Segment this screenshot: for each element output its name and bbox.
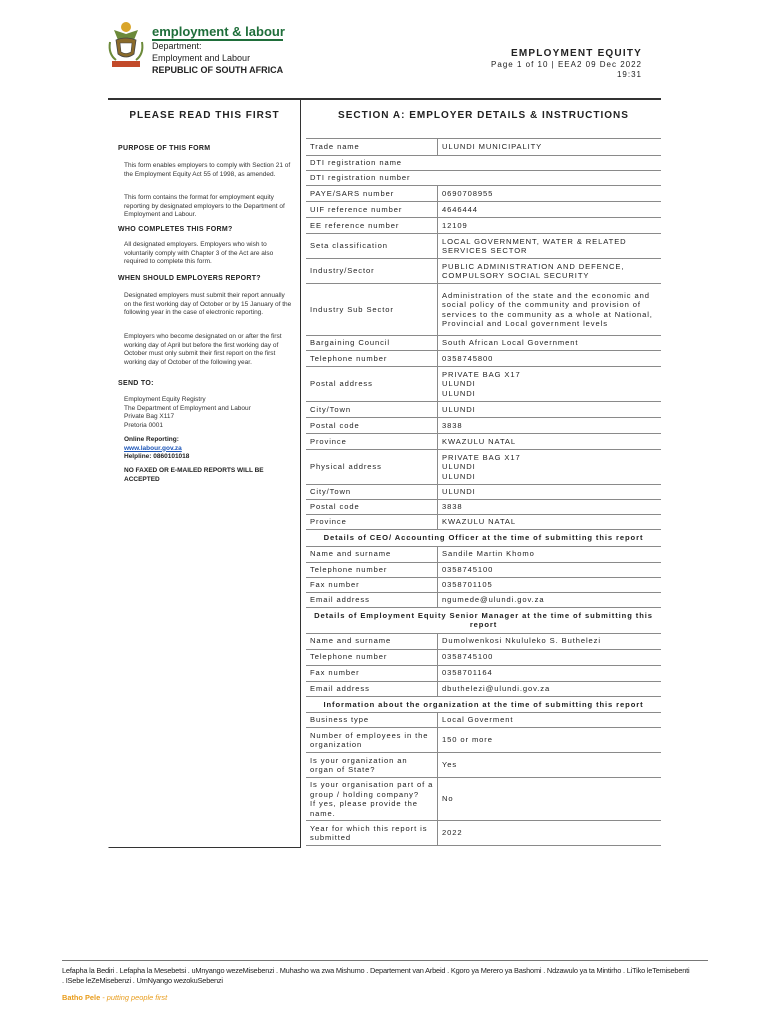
field-value: 0690708955 [438,186,662,202]
field-label: Province [306,434,438,450]
field-label: EE reference number [306,218,438,234]
field-label: Is your organization an organ of State? [306,753,438,778]
who-paragraph: All designated employers. Employers who wish to voluntarily comply with Chapter 3 of the Act are also required to complete this form. [124,241,274,266]
table-row [306,577,661,592]
field-label: Business type [306,713,438,728]
form-meta [452,60,642,80]
table-row [306,367,661,402]
table-row [306,592,661,607]
purpose-paragraph-2: This form contains the format for employment equity reporting by designated employers to the Department of Employment and Labour. [124,194,285,219]
field-label: UIF reference number [306,202,438,218]
field-value: Sandile Martin Khomo [438,546,662,562]
send-to-address [124,396,292,430]
page-info: Page 1 of 10 | EEA2 09 Dec 2022 [491,60,642,69]
field-value: South African Local Government [438,336,662,351]
when-paragraph-2: Employers who become designated on or after the first working day of April but before the first working day of October must only submit their first report on the first working day of October of the following year. [124,333,282,366]
table-row [306,259,661,284]
table-row [306,351,661,367]
table-row [306,633,661,649]
field-label: Email address [306,681,438,696]
field-label: Postal code [306,499,438,514]
field-value: 4646444 [438,202,662,218]
table-row [306,218,661,234]
purpose-heading: PURPOSE OF THIS FORM [118,145,211,152]
organization-section-heading: Information about the organization at the time of submitting this report [306,696,661,713]
field-label: Seta classification [306,234,438,259]
field-value [438,367,662,402]
field-value: Administration of the state and the economic and social policy of the community and provision of services to the community as a whole at National, Provincial and Local government levels [438,284,662,336]
table-row [306,139,661,156]
field-value: 0358745100 [438,649,662,665]
send-to-heading: SEND TO: [118,380,154,387]
ee-manager-section-heading: Details of Employment Equity Senior Manager at the time of submitting this report [306,607,661,633]
address-line: ULUNDI [442,388,476,398]
field-label: Postal code [306,418,438,434]
field-value: ULUNDI [438,402,662,418]
section-a-heading: SECTION A: EMPLOYER DETAILS & INSTRUCTIONS [338,110,629,121]
when-heading: WHEN SHOULD EMPLOYERS REPORT? [118,275,261,282]
field-value: 0358745100 [438,562,662,577]
table-row [306,514,661,529]
table-row [306,171,661,186]
footer-divider [62,960,708,961]
table-row [306,499,661,514]
field-value: No [438,778,662,821]
registry-department: The Department of Employment and Labour [124,404,251,412]
field-value: ngumede@ulundi.gov.za [438,592,662,607]
table-row [306,728,661,753]
field-value: 0358701105 [438,577,662,592]
field-label: City/Town [306,485,438,500]
address-line: ULUNDI [442,471,476,481]
field-label: Industry/Sector [306,259,438,284]
footer-slogan [62,993,167,1002]
table-row [306,336,661,351]
field-label: Number of employees in the organization [306,728,438,753]
field-label: Telephone number [306,649,438,665]
field-label: Postal address [306,367,438,402]
field-value: KWAZULU NATAL [438,434,662,450]
field-value: 3838 [438,499,662,514]
coat-of-arms-icon [106,20,146,72]
ceo-section-heading: Details of CEO/ Accounting Officer at the time of submitting this report [306,529,661,546]
no-fax-notice: NO FAXED OR E-MAILED REPORTS WILL BE ACCEPTED [124,467,264,483]
online-reporting-label: Online Reporting: [124,436,179,443]
field-value: PUBLIC ADMINISTRATION AND DEFENCE, COMPULSORY SOCIAL SECURITY [438,259,662,284]
registry-bag: Private Bag X117 [124,413,175,421]
field-value: 12109 [438,218,662,234]
field-label: PAYE/SARS number [306,186,438,202]
table-row [306,713,661,728]
section-row [306,696,661,713]
table-row [306,186,661,202]
section-row [306,607,661,633]
field-value: KWAZULU NATAL [438,514,662,529]
field-value: dbuthelezi@ulundi.gov.za [438,681,662,696]
table-row [306,821,661,846]
table-row [306,649,661,665]
field-value: Local Goverment [438,713,662,728]
who-heading: WHO COMPLETES THIS FORM? [118,226,233,233]
table-row [306,284,661,336]
form-title: EMPLOYMENT EQUITY [511,48,642,59]
footer-languages: Lefapha la Bediri . Lefapha la Mesebetsi . uMnyango wezeMisebenzi . Muhasho wa zwa Mishumo . Departement van Arbeid . Kgoro ya Merero ya Bashomi . Ndzawulo ya ta Mintirho . LiTiko leTemisebenti . ISebe leZeMisebenzi . UmNyango wezokuSebenzi [62,966,690,985]
address-line: PRIVATE BAG X17 [442,452,521,462]
field-label: Name and surname [306,546,438,562]
field-value: Yes [438,753,662,778]
table-row [306,234,661,259]
field-value: 0358701164 [438,665,662,681]
field-label: Province [306,514,438,529]
address-line: PRIVATE BAG X17 [442,369,521,379]
table-row [306,546,661,562]
field-label: DTI registration number [306,171,661,186]
slogan-rest: - putting people first [100,993,168,1002]
when-paragraph-1: Designated employers must submit their report annually on the first working day of October or by 15 January of the following year in the case of electronic reporting. [124,292,292,317]
field-label: Year for which this report is submitted [306,821,438,846]
address-line: ULUNDI [442,379,476,389]
field-value [438,450,662,485]
table-row [306,485,661,500]
table-row [306,418,661,434]
department-name: Employment and Labour [152,53,251,63]
field-value: 2022 [438,821,662,846]
address-line: ULUNDI [442,462,476,472]
table-row [306,402,661,418]
field-label: Industry Sub Sector [306,284,438,336]
instructions-heading: PLEASE READ THIS FIRST [129,110,280,121]
field-label: Telephone number [306,562,438,577]
department-title: employment & labour [152,24,285,39]
table-row [306,434,661,450]
field-label: Fax number [306,665,438,681]
field-label: DTI registration name [306,156,661,171]
table-row [306,562,661,577]
table-row [306,681,661,696]
registry-city: Pretoria 0001 [124,421,164,429]
field-value: Dumolwenkosi Nkululeko S. Buthelezi [438,633,662,649]
field-label [306,778,438,821]
field-label: Trade name [306,139,438,156]
table-row [306,665,661,681]
field-label: Name and surname [306,633,438,649]
online-reporting [124,436,292,462]
field-label: Bargaining Council [306,336,438,351]
table-row [306,778,661,821]
helpline: Helpline: 0860101018 [124,453,190,461]
field-value: 3838 [438,418,662,434]
field-label: Fax number [306,577,438,592]
field-label-line: Is your organisation part of a group / holding company? [310,780,434,799]
field-value: 0358745800 [438,351,662,367]
field-label: Telephone number [306,351,438,367]
field-value: ULUNDI [438,485,662,500]
print-time: 19:31 [616,70,642,79]
registry-name: Employment Equity Registry [124,396,206,403]
field-label-line: If yes, please provide the name. [310,799,418,818]
field-value: 150 or more [438,728,662,753]
department-label: Department: [152,41,202,51]
slogan-bold: Batho Pele [62,993,101,1002]
field-label: City/Town [306,402,438,418]
field-value: LOCAL GOVERNMENT, WATER & RELATED SERVICES SECTOR [438,234,662,259]
table-row [306,202,661,218]
table-row [306,450,661,485]
purpose-paragraph-1: This form enables employers to comply with Section 21 of the Employment Equity Act 55 of 1998, as amended. [124,162,291,178]
field-label: Email address [306,592,438,607]
field-value: ULUNDI MUNICIPALITY [438,139,662,156]
online-reporting-link[interactable]: www.labour.gov.za [124,444,182,452]
table-row [306,156,661,171]
country-name: REPUBLIC OF SOUTH AFRICA [152,65,284,75]
section-row [306,529,661,546]
employer-details-table [306,138,661,846]
table-row [306,753,661,778]
field-label: Physical address [306,450,438,485]
